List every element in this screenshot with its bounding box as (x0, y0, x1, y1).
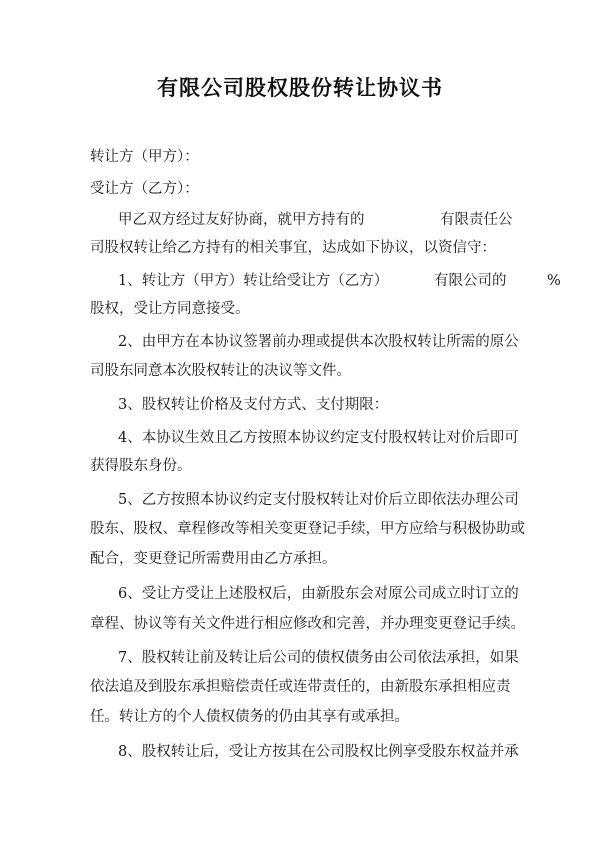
clause-7-line1: 7、股权转让前及转让后公司的债权债务由公司依法承担，如果 (118, 650, 519, 666)
clause-7-line3: 任。转让方的个人债权债务的仍由其享有或承担。 (90, 709, 409, 725)
clause-5-line3: 配合，变更登记所需费用由乙方承担。 (90, 551, 337, 567)
clause-3-line1: 3、股权转让价格及支付方式、支付期限： (118, 397, 389, 413)
intro-line1-a: 甲乙双方经过友好协商，就甲方持有的 (118, 212, 365, 228)
clause-7-line2: 依法追及到股东承担赔偿责任或连带责任的，由新股东承担相应责 (90, 679, 511, 695)
party-b-label: 受让方（乙方）： (90, 181, 199, 197)
party-a-label: 转让方（甲方）： (90, 149, 199, 165)
clause-5-line2: 股东、股权、章程修改等相关变更登记手续，甲方应给与积极协助或 (90, 521, 525, 537)
clause-1-line1-a: 1、转让方（甲方）转让给受让方（乙方） (118, 273, 389, 289)
clause-5-line1: 5、乙方按照本协议约定支付股权转让对价后立即依法办理公司 (118, 492, 519, 508)
clause-1-line2: 股权，受让方同意接受。 (90, 301, 250, 317)
intro-line2: 司股权转让给乙方持有的相关事宜，达成如下协议，以资信守： (90, 240, 496, 256)
clause-2-line1: 2、由甲方在本协议签署前办理或提供本次股权转让所需的原公 (118, 334, 519, 350)
clause-8-line1: 8、股权转让后，受让方按其在公司股权比例享受股东权益并承 (118, 744, 519, 760)
clause-1-line1-c: % (547, 273, 561, 289)
clause-2-line2: 司股东同意本次股权转让的决议等文件。 (90, 363, 351, 379)
clause-4-line1: 4、本协议生效且乙方按照本协议约定支付股权转让对价后即可 (118, 430, 519, 446)
clause-6-line1: 6、受让方受让上述股权后，由新股东会对原公司成立时订立的 (118, 586, 519, 602)
clause-1-line1-b: 有限公司的 (434, 273, 507, 289)
clause-4-line2: 获得股东身份。 (90, 458, 192, 474)
clause-6-line2: 章程、协议等有关文件进行相应修改和完善，并办理变更登记手续。 (90, 616, 525, 632)
intro-line1-b: 有限责任公 (440, 212, 513, 228)
document-title: 有限公司股权股份转让协议书 (157, 75, 443, 100)
